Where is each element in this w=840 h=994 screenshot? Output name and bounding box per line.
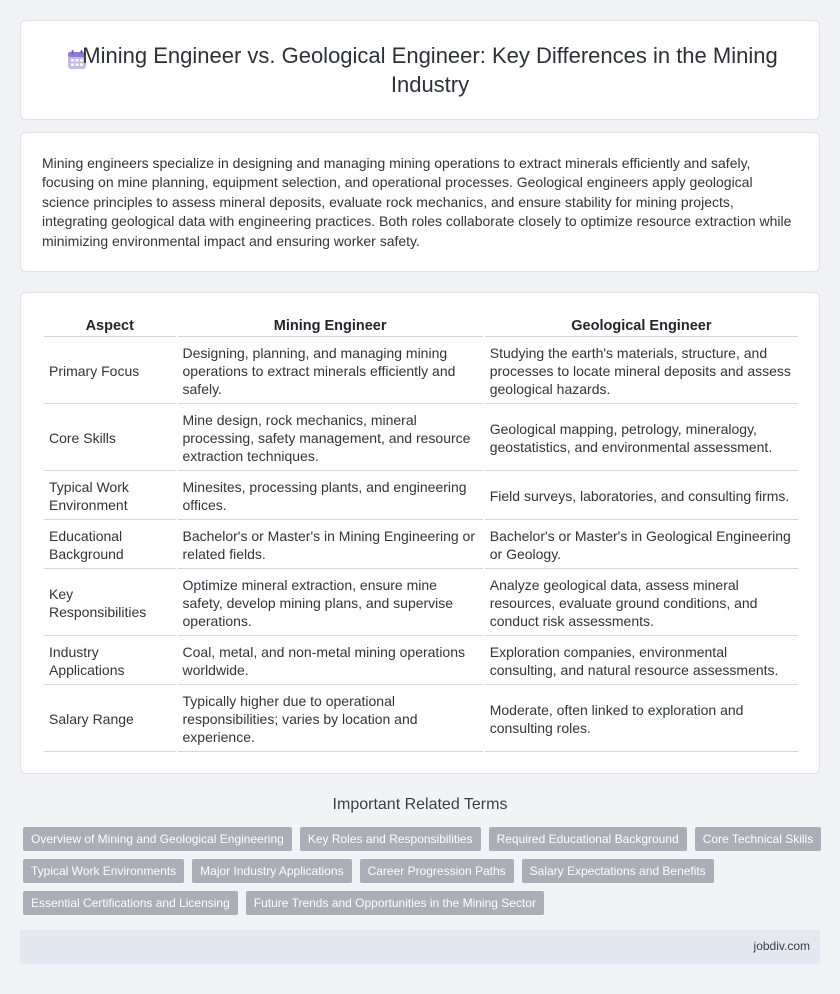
table-row (44, 520, 798, 569)
comparison-card (20, 292, 820, 774)
cell-aspect: Typical Work Environment (44, 471, 176, 520)
cell-geo: Moderate, often linked to exploration and consulting roles. (485, 685, 798, 752)
table-row (44, 337, 798, 404)
related-term-tag[interactable]: Essential Certifications and Licensing (23, 891, 238, 915)
header-geological-engineer: Geological Engineer (485, 314, 798, 337)
comparison-table (42, 314, 800, 752)
cell-geo: Exploration companies, environmental consulting, and natural resource assessments. (485, 636, 798, 685)
cell-aspect: Primary Focus (44, 337, 176, 404)
cell-mining: Coal, metal, and non-metal mining operations worldwide. (178, 636, 483, 685)
cell-mining: Typically higher due to operational responsibilities; varies by location and experience. (178, 685, 483, 752)
intro-paragraph: Mining engineers specialize in designing and managing mining operations to extract minerals efficiently and safely, focusing on mine planning, equipment selection, and operational processes. Geological engineers apply geological science principles to assess mineral deposits, evaluate rock mechanics, and ensure stability for mining projects, integrating geological data with engineering practices. Both roles collaborate closely to optimize resource extraction while minimizing environmental impact and ensuring worker safety. (42, 155, 792, 249)
cell-geo: Studying the earth's materials, structure, and processes to locate mineral deposits and assess geological hazards. (485, 337, 798, 404)
cell-mining: Designing, planning, and managing mining operations to extract minerals efficiently and safely. (178, 337, 483, 404)
related-terms-list (23, 827, 823, 915)
cell-aspect: Core Skills (44, 404, 176, 471)
table-row (44, 685, 798, 752)
cell-aspect: Industry Applications (44, 636, 176, 685)
header-card (20, 20, 820, 120)
cell-mining: Bachelor's or Master's in Mining Engineering or related fields. (178, 520, 483, 569)
related-term-tag[interactable]: Key Roles and Responsibilities (300, 827, 481, 851)
page-title: Mining Engineer vs. Geological Engineer: Key Differences in the Mining Industry (82, 43, 778, 97)
table-row (44, 569, 798, 636)
footer-bar (20, 930, 820, 964)
table-header-row (44, 314, 798, 337)
related-term-tag[interactable]: Typical Work Environments (23, 859, 184, 883)
cell-mining: Minesites, processing plants, and engineering offices. (178, 471, 483, 520)
related-term-tag[interactable]: Core Technical Skills (695, 827, 822, 851)
cell-mining: Mine design, rock mechanics, mineral processing, safety management, and resource extraction techniques. (178, 404, 483, 471)
cell-geo: Geological mapping, petrology, mineralogy, geostatistics, and environmental assessment. (485, 404, 798, 471)
related-term-tag[interactable]: Major Industry Applications (192, 859, 351, 883)
related-term-tag[interactable]: Required Educational Background (489, 827, 687, 851)
cell-aspect: Educational Background (44, 520, 176, 569)
cell-geo: Bachelor's or Master's in Geological Engineering or Geology. (485, 520, 798, 569)
table-row (44, 404, 798, 471)
related-term-tag[interactable]: Salary Expectations and Benefits (522, 859, 714, 883)
cell-aspect: Key Responsibilities (44, 569, 176, 636)
table-row (44, 471, 798, 520)
header-mining-engineer: Mining Engineer (178, 314, 483, 337)
header-aspect: Aspect (44, 314, 176, 337)
table-row (44, 636, 798, 685)
related-term-tag[interactable]: Career Progression Paths (360, 859, 514, 883)
footer-site-link[interactable]: jobdiv.com (753, 939, 810, 953)
cell-geo: Analyze geological data, assess mineral resources, evaluate ground conditions, and conduct risk assessments. (485, 569, 798, 636)
cell-mining: Optimize mineral extraction, ensure mine safety, develop mining plans, and supervise operations. (178, 569, 483, 636)
cell-aspect: Salary Range (44, 685, 176, 752)
related-term-tag[interactable]: Overview of Mining and Geological Engineering (23, 827, 292, 851)
intro-card (20, 132, 820, 272)
related-terms-title: Important Related Terms (332, 796, 508, 813)
related-term-tag[interactable]: Future Trends and Opportunities in the Mining Sector (246, 891, 544, 915)
cell-geo: Field surveys, laboratories, and consulting firms. (485, 471, 798, 520)
